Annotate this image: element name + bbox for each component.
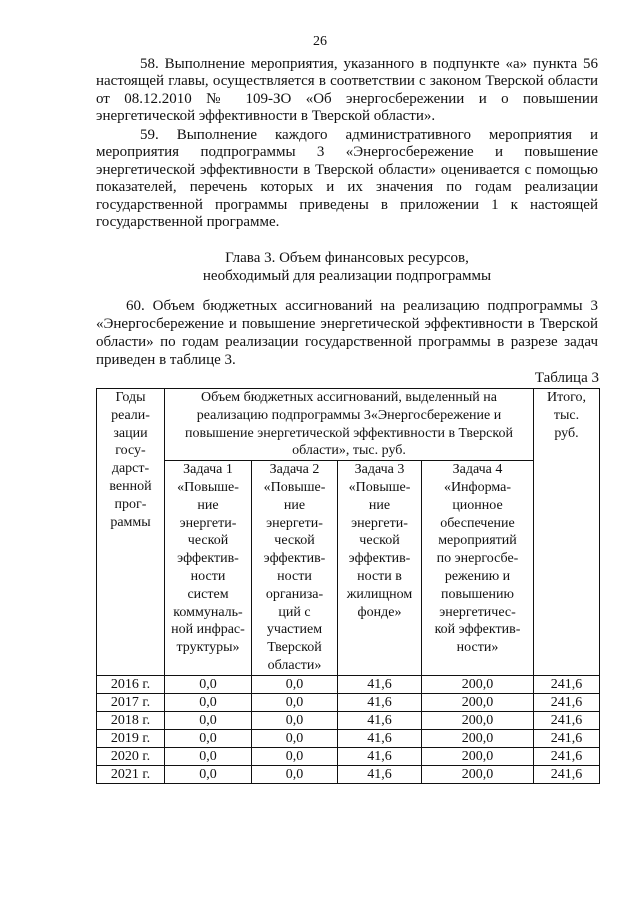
cell-task-3: 41,6 — [338, 693, 422, 711]
cell-task-4: 200,0 — [422, 675, 534, 693]
cell-task-2: 0,0 — [252, 729, 338, 747]
cell-task-3: 41,6 — [338, 747, 422, 765]
cell-year: 2021 г. — [97, 765, 165, 783]
table-row — [97, 765, 600, 783]
cell-task-2: 0,0 — [252, 675, 338, 693]
header-task-2: Задача 2 «Повыше- ние энергети- ческой эффектив- ности организа- ций с участием Тверской области» — [252, 461, 338, 676]
cell-task-1: 0,0 — [165, 693, 252, 711]
cell-task-1: 0,0 — [165, 747, 252, 765]
cell-task-4: 200,0 — [422, 765, 534, 783]
cell-task-1: 0,0 — [165, 729, 252, 747]
cell-total: 241,6 — [534, 711, 600, 729]
header-task-1: Задача 1 «Повыше- ние энергети- ческой эффектив- ности систем коммуналь- ной инфрас- труктуры» — [165, 461, 252, 676]
cell-task-2: 0,0 — [252, 747, 338, 765]
cell-task-4: 200,0 — [422, 747, 534, 765]
cell-task-4: 200,0 — [422, 711, 534, 729]
cell-year: 2020 г. — [97, 747, 165, 765]
chapter-heading-line-1: Глава 3. Объем финансовых ресурсов, — [225, 250, 469, 266]
cell-total: 241,6 — [534, 765, 600, 783]
paragraph-58: 58. Выполнение мероприятия, указанного в подпункте «а» пункта 56 настоящей главы, осуществляется в соответствии с законом Тверской области от 08.12.2010 № 109-ЗО «Об энергосбережении и о повышении энергетической эффективности в Тверской области». — [96, 56, 598, 125]
cell-year: 2018 г. — [97, 711, 165, 729]
header-years: Годы реали- зации госу- дарст- венной прог- раммы — [97, 389, 165, 676]
table-header-row — [97, 389, 600, 461]
paragraph-60: 60. Объем бюджетных ассигнований на реализацию подпрограммы 3 «Энергосбережение и повышение энергетической эффективности в Тверской области» по годам реализации государственной программы в разрезе задач приведен в таблице 3. — [96, 298, 598, 368]
cell-total: 241,6 — [534, 729, 600, 747]
cell-task-1: 0,0 — [165, 711, 252, 729]
cell-task-3: 41,6 — [338, 729, 422, 747]
table-caption: Таблица 3 — [534, 370, 599, 386]
chapter-heading-line-2: необходимый для реализации подпрограммы — [202, 268, 492, 284]
cell-task-1: 0,0 — [165, 675, 252, 693]
table-row — [97, 729, 600, 747]
table-row — [97, 693, 600, 711]
cell-task-2: 0,0 — [252, 693, 338, 711]
cell-year: 2016 г. — [97, 675, 165, 693]
header-task-4: Задача 4 «Информа- ционное обеспечение мероприятий по энергосбе- режению и повышению энергетичес- кой эффектив- ности» — [422, 461, 534, 676]
table-row — [97, 675, 600, 693]
cell-task-4: 200,0 — [422, 693, 534, 711]
cell-total: 241,6 — [534, 747, 600, 765]
header-task-3: Задача 3 «Повыше- ние энергети- ческой эффектив- ности в жилищном фонде» — [338, 461, 422, 676]
cell-total: 241,6 — [534, 693, 600, 711]
cell-task-1: 0,0 — [165, 765, 252, 783]
table-row — [97, 747, 600, 765]
cell-task-4: 200,0 — [422, 729, 534, 747]
cell-task-2: 0,0 — [252, 765, 338, 783]
budget-table — [96, 388, 600, 784]
cell-total: 241,6 — [534, 675, 600, 693]
table-row — [97, 711, 600, 729]
cell-year: 2017 г. — [97, 693, 165, 711]
chapter-heading — [96, 249, 598, 285]
cell-task-3: 41,6 — [338, 711, 422, 729]
paragraph-59: 59. Выполнение каждого административного мероприятия и мероприятия подпрограммы 3 «Энергосбережение и повышение энергетической эффективности в Тверской области» оценивается с помощью показателей, перечень которых и их значения по годам реализации государственной программы приведены в приложении 1 к настоящей государственной программе. — [96, 127, 598, 231]
cell-task-2: 0,0 — [252, 711, 338, 729]
cell-task-3: 41,6 — [338, 765, 422, 783]
cell-task-3: 41,6 — [338, 675, 422, 693]
page-number: 26 — [313, 34, 327, 49]
header-budget: Объем бюджетных ассигнований, выделенный на реализацию подпрограммы 3«Энергосбережение и повышение энергетической эффективности в Тверской области», тыс. руб. — [165, 389, 534, 461]
table-subheader-row — [97, 461, 600, 676]
header-total: Итого, тыс. руб. — [534, 389, 600, 676]
cell-year: 2019 г. — [97, 729, 165, 747]
